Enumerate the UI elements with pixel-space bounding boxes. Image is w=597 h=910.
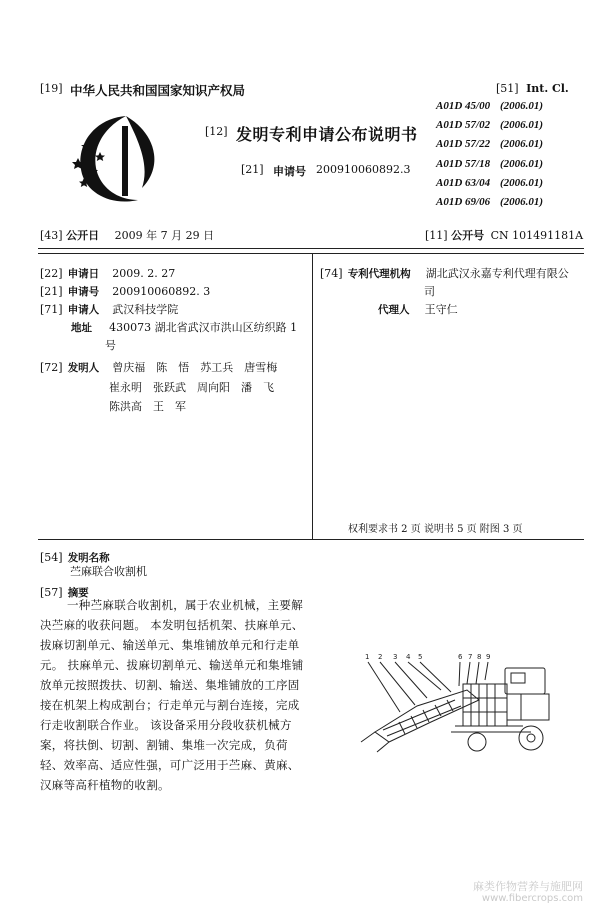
ipc-version: (2006.01): [500, 119, 544, 132]
biblio-right: [320, 262, 569, 316]
pub-date-label: 公开日: [66, 229, 100, 242]
doc-type-code: [12]: [205, 125, 228, 138]
title-code: [54]: [40, 551, 63, 564]
ipc-version: (2006.01): [500, 195, 544, 208]
ipc-entry: [436, 177, 543, 196]
abstract-line: 接在机架上构成割台；行走单元与割台连接，完成: [40, 698, 300, 712]
applicant-label: 申请人: [67, 304, 100, 316]
agent-label: 代理人: [378, 304, 410, 316]
biblio-left: [40, 262, 297, 414]
callout-1: 1: [365, 653, 370, 661]
ipc-entry: [436, 119, 543, 138]
ipc-version: (2006.01): [500, 157, 544, 170]
callout-9: 9: [486, 653, 491, 661]
invention-title: 苎麻联合收割机: [70, 565, 147, 578]
ipc-class: A01D 57/18: [436, 157, 491, 170]
inventors-line-1: 曾庆福 陈 悟 苏工兵 唐雪梅: [112, 361, 278, 374]
agency-code: [74]: [320, 267, 343, 280]
callout-7: 7: [468, 653, 473, 661]
divider-biblio-bottom: [38, 539, 584, 540]
pub-date-code: [43]: [40, 229, 63, 242]
inventors-row-3: [40, 395, 297, 414]
ipc-code: [51]: [496, 82, 519, 95]
address-line-1: 430073 湖北省武汉市洪山区纺织路 1: [109, 321, 298, 334]
pub-no-label: 公开号: [451, 229, 485, 242]
abstract-line: 放单元按照拨扶、切割、输送、集堆铺放的工序固: [40, 678, 300, 692]
filing-date-value: 2009. 2. 27: [112, 267, 176, 280]
office-name: 中华人民共和国国家知识产权局: [70, 83, 246, 98]
ipc-list: [436, 100, 543, 215]
agency-line-1: 湖北武汉永嘉专利代理有限公: [425, 267, 569, 280]
address-row-2: [40, 334, 297, 352]
applicant-code: [71]: [40, 303, 63, 316]
agency-line-2: 司: [424, 285, 435, 298]
ipc-class: A01D 57/02: [436, 119, 491, 132]
abstract-line: 轻、效率高、适应性强，可广泛用于苎麻、黄麻、: [40, 758, 300, 772]
divider-top: [38, 248, 584, 249]
office-code: [19]: [40, 82, 63, 95]
abstract-line: 汉麻等高秆植物的收割。: [40, 778, 170, 792]
app-no-row: [40, 280, 297, 298]
ipc-label: Int. Cl.: [526, 82, 569, 95]
abstract-line: 元。 扶麻单元、拔麻切割单元、输送单元和集堆铺: [40, 658, 304, 672]
header-appno-value: 200910060892.3: [316, 163, 411, 176]
ipc-class: A01D 57/22: [436, 138, 491, 151]
ipc-class: A01D 69/06: [436, 195, 491, 208]
ipc-class: A01D 45/00: [436, 100, 491, 112]
ipc-version: (2006.01): [500, 100, 544, 112]
ipc-entry: [436, 100, 543, 119]
cnipa-emblem-icon: [66, 110, 174, 206]
header-appno-label: 申请号: [273, 165, 306, 178]
agency-row: [320, 262, 569, 280]
callout-6: 6: [458, 653, 463, 661]
inventors-row: [40, 356, 297, 376]
pub-no-code: [11]: [425, 229, 448, 242]
app-no-code: [21]: [40, 285, 63, 298]
abstract-line: 拔麻切割单元、输送单元、集堆铺放单元和行走单: [40, 638, 300, 652]
harvester-drawing: [355, 650, 555, 760]
column-divider: [312, 253, 313, 539]
abstract-line: 决苎麻的收获问题。 本发明包括机架、扶麻单元、: [40, 618, 304, 632]
abstract-line: 案，将扶倒、切割、割铺、集堆一次完成，负荷: [40, 738, 288, 752]
callout-4: 4: [406, 653, 411, 661]
inventors-label: 发明人: [67, 362, 100, 374]
app-no-label: 申请号: [67, 286, 100, 298]
inventors-line-3: 陈洪高 王 军: [109, 400, 186, 413]
filing-date-row: [40, 262, 297, 280]
pub-date-row: [40, 227, 214, 243]
callout-5: 5: [418, 653, 423, 661]
address-row: [40, 316, 297, 334]
inventors-code: [72]: [40, 361, 63, 374]
ipc-class: A01D 63/04: [436, 176, 491, 189]
applicant-row: [40, 298, 297, 316]
abstract-text: [40, 595, 304, 795]
ipc-entry: [436, 138, 543, 157]
watermark-title: 麻类作物营养与施肥网: [473, 880, 583, 893]
pub-date-value: 2009 年 7 月 29 日: [114, 229, 215, 242]
ipc-entry: [436, 158, 543, 177]
abstract-code: [57]: [40, 586, 63, 599]
pub-no-row: [425, 227, 583, 243]
callout-8: 8: [477, 653, 482, 661]
watermark-url: www.fibercrops.com: [481, 893, 583, 904]
header-appno-code: [21]: [241, 163, 264, 176]
app-no-value: 200910060892. 3: [112, 285, 211, 298]
abstract-line: 一种苎麻联合收割机，属于农业机械，主要解: [67, 598, 303, 612]
abstract-label: 摘要: [67, 587, 89, 599]
divider-top-2: [38, 253, 584, 254]
ipc-entry: [436, 196, 543, 215]
agency-label: 专利代理机构: [347, 268, 411, 280]
agent-value: 王守仁: [424, 303, 458, 316]
inventors-line-2: 崔永明 张跃武 周向阳 潘 飞: [109, 381, 274, 394]
inventors-row-2: [40, 376, 297, 395]
agency-row-2: [320, 280, 569, 298]
ipc-version: (2006.01): [500, 176, 544, 189]
callout-3: 3: [393, 653, 398, 661]
ipc-header: [496, 82, 569, 95]
applicant-value: 武汉科技学院: [112, 303, 179, 316]
page-counts: 权利要求书 2 页 说明书 5 页 附图 3 页: [348, 524, 523, 535]
address-line-2: 号: [105, 339, 116, 352]
title-label: 发明名称: [67, 552, 110, 564]
address-label: 地址: [71, 322, 92, 334]
callout-2: 2: [378, 653, 383, 661]
pub-no-value: CN 101491181A: [490, 229, 584, 242]
doc-type-title: 发明专利申请公布说明书: [236, 125, 418, 144]
ipc-version: (2006.01): [500, 138, 544, 151]
abstract-line: 行走收割联合作业。 该设备采用分段收获机械方: [40, 718, 292, 732]
agent-row: [320, 298, 569, 316]
filing-date-code: [22]: [40, 267, 63, 280]
filing-date-label: 申请日: [67, 268, 100, 280]
